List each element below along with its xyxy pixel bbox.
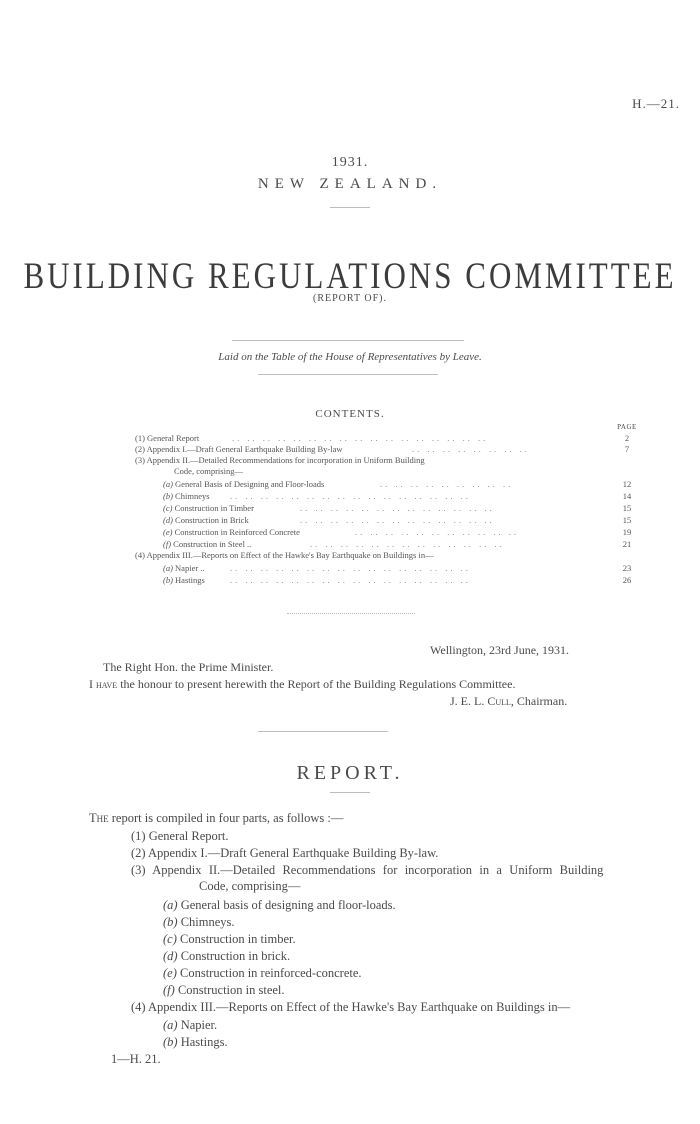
item-letter: (d) [163, 949, 178, 963]
contents-page-number: 2 [624, 433, 630, 443]
contents-page-number: 7 [624, 444, 630, 454]
page-column-label: PAGE [617, 423, 637, 431]
page-subtitle: (REPORT OF). [312, 293, 387, 304]
contents-entry: (2) Appendix I.—Draft General Earthquake Building By-law [135, 444, 343, 454]
item-text: General basis of designing and floor-loads. [180, 898, 396, 912]
contents-entry: (3) Appendix II.—Detailed Recommendations for incorporation in Uniform Building [135, 455, 425, 465]
item-text: Napier. [180, 1018, 218, 1032]
entry-text: Hastings [175, 575, 205, 585]
entry-text: Chimneys [175, 491, 210, 501]
contents-entry [163, 575, 205, 585]
contents-page-number: 19 [622, 527, 632, 537]
entry-letter: (e) [163, 527, 173, 537]
entry-letter: (b) [163, 491, 173, 501]
signature-mark: 1—H. 21. [111, 1052, 161, 1066]
divider [258, 731, 388, 732]
entry-letter: (d) [163, 515, 173, 525]
entry-text: Construction in Timber [174, 503, 254, 513]
contents-heading: CONTENTS. [315, 408, 385, 420]
report-item [163, 898, 396, 912]
contents-page-number: 15 [622, 515, 632, 525]
leader-dots: .. .. .. .. .. .. .. .. .. [380, 479, 514, 489]
page-title: BUILDING REGULATIONS COMMITTEE [23, 255, 677, 297]
entry-text: Napier .. [175, 563, 205, 573]
contents-page-number: 14 [622, 491, 632, 501]
leader-dots: .. .. .. .. .. .. .. .. .. .. .. .. .. .. .. .. [230, 563, 471, 573]
report-heading: REPORT. [296, 762, 404, 784]
entry-letter: (c) [163, 503, 173, 513]
contents-entry: (1) General Report [135, 433, 200, 443]
divider [330, 207, 370, 208]
leader-dots: .. .. .. .. .. .. .. .. .. .. .. .. .. .. .. .. [230, 491, 471, 501]
signatory-name: J. E. L. Cull, [450, 694, 514, 708]
year: 1931. [331, 155, 369, 170]
laid-statement: Laid on the Table of the House of Representatives by Leave. [218, 351, 482, 363]
contents-entry [163, 503, 254, 513]
item-letter: (b) [163, 915, 178, 929]
leader-dots: .. .. .. .. .. .. .. .. .. .. .. .. .. [300, 515, 495, 525]
item-text: Construction in timber. [180, 932, 296, 946]
report-item: (2) Appendix I.—Draft General Earthquake Building By-law. [131, 846, 439, 860]
report-item [163, 915, 235, 929]
document-reference: H.—21. [632, 96, 680, 111]
contents-entry: (4) Appendix III.—Reports on Effect of the Hawke's Bay Earthquake on Buildings in— [135, 550, 434, 560]
letter-body-text: the honour to present herewith the Report of the Building Regulations Committee. [117, 677, 516, 691]
item-letter: (e) [163, 966, 177, 980]
entry-letter: (b) [163, 575, 173, 585]
entry-letter: (a) [163, 563, 173, 573]
report-item [163, 983, 285, 997]
leader-dots: .. .. .. .. .. .. .. .. .. .. .. .. .. [310, 539, 505, 549]
item-letter: (a) [163, 898, 178, 912]
contents-page-number: 12 [622, 479, 632, 489]
divider [330, 792, 370, 793]
report-opening-word: The [89, 811, 109, 825]
report-item: (4) Appendix III.—Reports on Effect of the Hawke's Bay Earthquake on Buildings in— [131, 1000, 571, 1014]
report-item [163, 1035, 228, 1049]
leader-dots: .. .. .. .. .. .. .. .. .. .. .. [355, 527, 519, 537]
divider [258, 374, 438, 375]
leader-dots: .. .. .. .. .. .. .. .. [412, 444, 530, 454]
report-intro-text: report is compiled in four parts, as follows :— [108, 811, 344, 825]
report-intro [89, 811, 343, 825]
contents-page-number: 23 [622, 563, 632, 573]
report-item [163, 949, 290, 963]
letter-body [89, 677, 515, 692]
divider [287, 613, 415, 614]
divider [232, 340, 464, 341]
report-item: Code, comprising— [199, 879, 301, 893]
contents-entry [163, 515, 249, 525]
leader-dots: .. .. .. .. .. .. .. .. .. .. .. .. .. .. .. .. [230, 575, 471, 585]
contents-entry [163, 563, 205, 573]
item-text: Hastings. [180, 1035, 228, 1049]
contents-entry: Code, comprising— [174, 466, 243, 476]
item-text: Construction in brick. [180, 949, 291, 963]
contents-entry [163, 539, 251, 549]
letter-addressee: The Right Hon. the Prime Minister. [103, 660, 274, 674]
report-item [163, 932, 296, 946]
contents-entry [163, 491, 210, 501]
entry-text: Construction in Reinforced Concrete [174, 527, 300, 537]
country: NEW ZEALAND. [257, 176, 443, 192]
report-item [163, 1018, 217, 1032]
item-letter: (a) [163, 1018, 178, 1032]
item-text: Construction in steel. [177, 983, 285, 997]
item-letter: (f) [163, 983, 175, 997]
item-letter: (b) [163, 1035, 178, 1049]
report-item: (1) General Report. [131, 829, 229, 843]
report-item: (3) Appendix II.—Detailed Recommendations for incorporation in a Uniform Building [131, 863, 604, 877]
entry-letter: (f) [163, 539, 172, 549]
contents-page-number: 21 [622, 539, 632, 549]
signatory-title: Chairman. [513, 694, 568, 708]
leader-dots: .. .. .. .. .. .. .. .. .. .. .. .. .. .. .. .. .. [232, 433, 489, 443]
entry-text: General Basis of Designing and Floor-loads [175, 479, 325, 489]
item-letter: (c) [163, 932, 177, 946]
item-text: Chimneys. [180, 915, 235, 929]
contents-entry [163, 527, 300, 537]
letter-signature [450, 694, 567, 709]
item-text: Construction in reinforced-concrete. [180, 966, 362, 980]
letter-opening-words: I have [89, 677, 118, 691]
report-item [163, 966, 362, 980]
contents-page-number: 15 [622, 503, 632, 513]
letter-date: Wellington, 23rd June, 1931. [430, 643, 570, 657]
leader-dots: .. .. .. .. .. .. .. .. .. .. .. .. .. [300, 503, 495, 513]
entry-text: Construction in Brick [175, 515, 249, 525]
entry-letter: (a) [163, 479, 173, 489]
entry-text: Construction in Steel .. [173, 539, 252, 549]
contents-entry [163, 479, 324, 489]
contents-page-number: 26 [622, 575, 632, 585]
